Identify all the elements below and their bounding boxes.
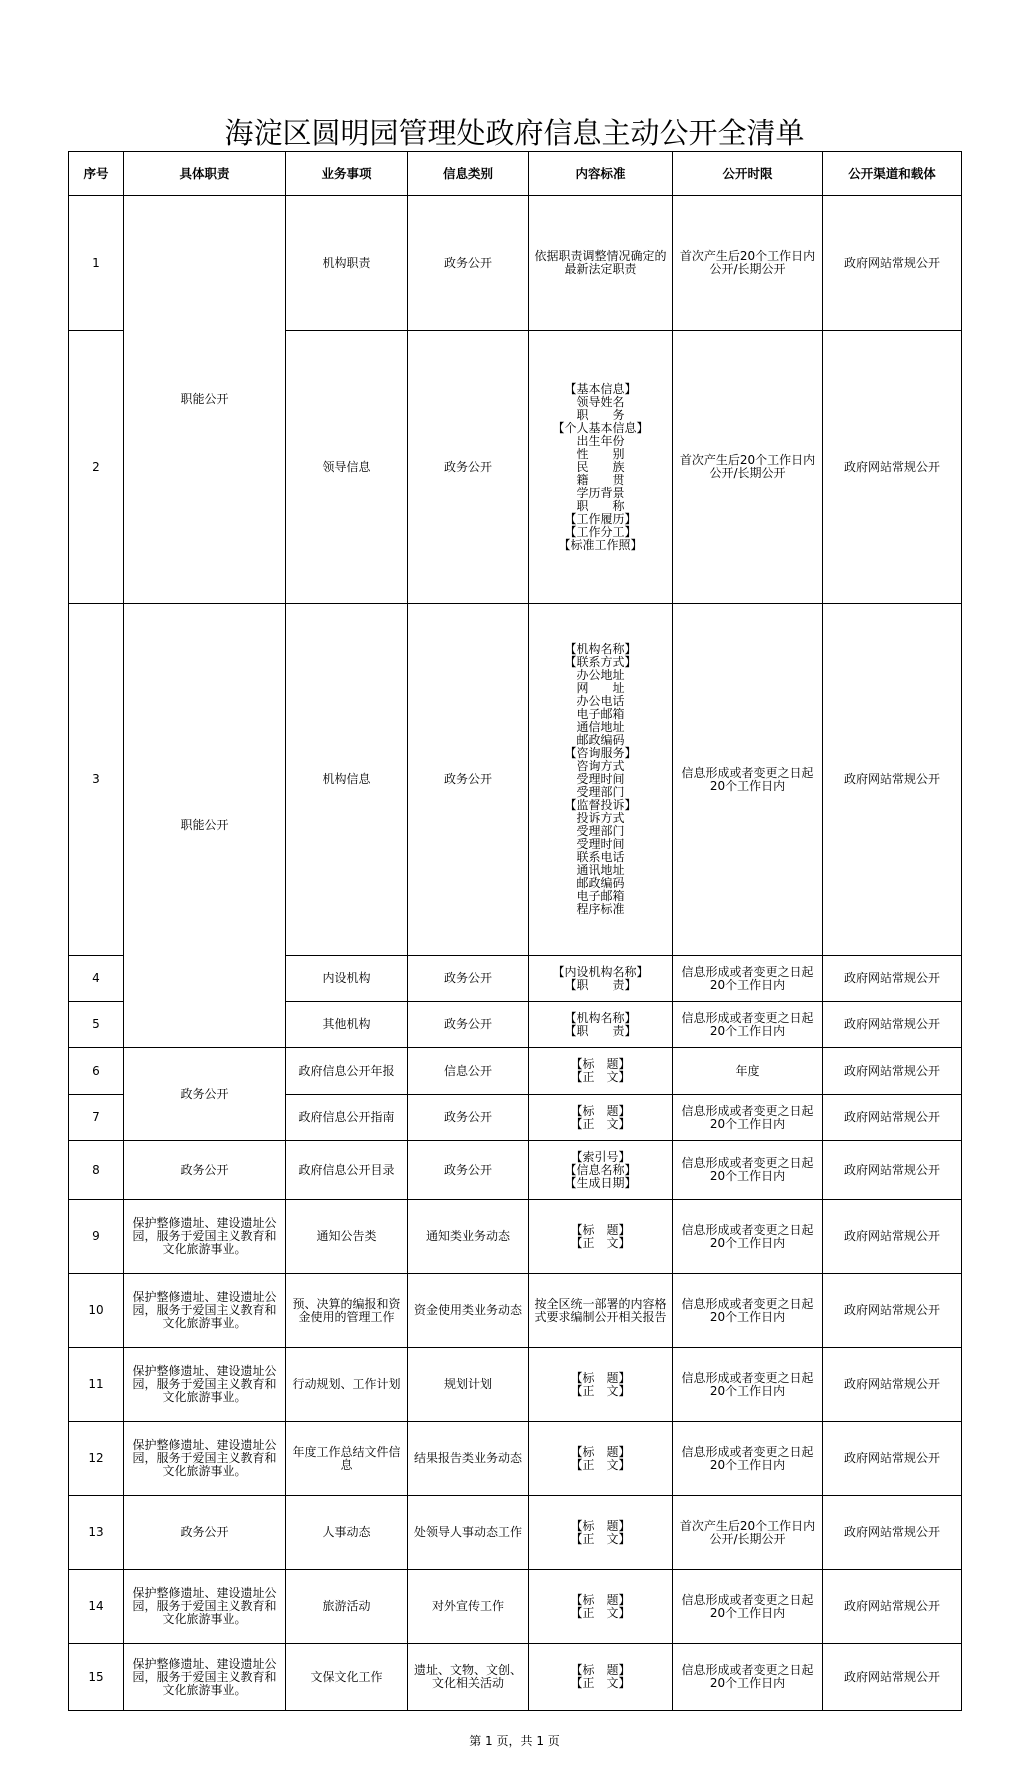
- category-cell: 政务公开: [408, 1141, 529, 1200]
- item-cell: 政府信息公开目录: [286, 1141, 408, 1200]
- standard-line: 【个人基本信息】: [552, 420, 649, 435]
- standard-cell: [529, 1274, 673, 1348]
- standard-line: 受理部门: [576, 785, 625, 799]
- standard-line: 【工作分工】: [564, 524, 637, 539]
- item-cell: 预、决算的编报和资金使用的管理工作: [286, 1274, 408, 1348]
- standard-line: 【监督投诉】: [564, 798, 637, 812]
- time-limit-cell: 年度: [673, 1048, 823, 1095]
- standard-line: 【标准工作照】: [558, 537, 643, 552]
- standard-line: 程序标准: [576, 902, 625, 916]
- standard-line: 【标 题】: [570, 1592, 631, 1607]
- standard-cell: [529, 604, 673, 956]
- row-no: 10: [69, 1274, 124, 1348]
- item-cell: 文保文化工作: [286, 1644, 408, 1711]
- category-cell: 政务公开: [408, 1095, 529, 1141]
- channel-cell: 政府网站常规公开: [823, 1095, 962, 1141]
- standard-line: 按全区统一部署的内容格式要求编制公开相关报告: [534, 1296, 667, 1324]
- table-row: [69, 196, 962, 331]
- standard-line: 【正 文】: [570, 1676, 631, 1690]
- standard-line: 【标 题】: [570, 1057, 631, 1071]
- standard-line: 【机构名称】: [564, 1010, 637, 1025]
- standard-line: 【信息名称】: [564, 1162, 637, 1177]
- header-row: [69, 152, 962, 196]
- header-category: 信息类别: [408, 152, 529, 196]
- channel-cell: 政府网站常规公开: [823, 1570, 962, 1644]
- time-limit-cell: 信息形成或者变更之日起20个工作日内: [673, 1095, 823, 1141]
- standard-cell: [529, 1048, 673, 1095]
- category-cell: 通知类业务动态: [408, 1200, 529, 1274]
- page-title: 海淀区圆明园管理处政府信息主动公开全清单: [224, 116, 805, 150]
- standard-line: 【正 文】: [570, 1457, 631, 1472]
- item-cell: 旅游活动: [286, 1570, 408, 1644]
- table-row: [69, 1348, 962, 1422]
- standard-line: 通信地址: [576, 720, 625, 734]
- time-limit-cell: 信息形成或者变更之日起20个工作日内: [673, 1200, 823, 1274]
- category-cell: 政务公开: [408, 604, 529, 956]
- row-no: 14: [69, 1570, 124, 1644]
- standard-cell: [529, 1348, 673, 1422]
- standard-line: 【咨询服务】: [564, 746, 637, 760]
- header-item: 业务事项: [286, 152, 408, 196]
- time-limit-cell: 信息形成或者变更之日起20个工作日内: [673, 1141, 823, 1200]
- channel-cell: 政府网站常规公开: [823, 196, 962, 331]
- standard-cell: [529, 1002, 673, 1048]
- item-cell: 人事动态: [286, 1496, 408, 1570]
- table-row: [69, 604, 962, 956]
- duty-cell: 保护整修遗址、建设遗址公园，服务于爱国主义教育和文化旅游事业。: [124, 1348, 286, 1422]
- time-limit-cell: 信息形成或者变更之日起20个工作日内: [673, 1570, 823, 1644]
- row-no: 1: [69, 196, 124, 331]
- item-cell: 领导信息: [286, 331, 408, 604]
- standard-line: 【标 题】: [570, 1103, 631, 1118]
- standard-cell: [529, 1570, 673, 1644]
- standard-line: 职 称: [576, 498, 625, 513]
- time-limit-cell: 首次产生后20个工作日内公开/长期公开: [673, 196, 823, 331]
- duty-cell: 政务公开: [124, 1496, 286, 1570]
- standard-line: 【基本信息】: [564, 381, 637, 396]
- standard-line: 投诉方式: [576, 811, 625, 825]
- item-cell: 政府信息公开指南: [286, 1095, 408, 1141]
- standard-line: 邮政编码: [576, 733, 625, 747]
- time-limit-cell: 信息形成或者变更之日起20个工作日内: [673, 956, 823, 1002]
- time-limit-cell: 首次产生后20个工作日内公开/长期公开: [673, 1496, 823, 1570]
- standard-line: 民 族: [576, 459, 625, 474]
- time-limit-cell: 首次产生后20个工作日内公开/长期公开: [673, 331, 823, 604]
- row-no: 4: [69, 956, 124, 1002]
- channel-cell: 政府网站常规公开: [823, 1496, 962, 1570]
- header-no: 序号: [69, 152, 124, 196]
- standard-line: 电子邮箱: [576, 707, 625, 721]
- standard-line: 受理时间: [576, 837, 625, 851]
- category-cell: 政务公开: [408, 956, 529, 1002]
- standard-line: 【正 文】: [570, 1605, 631, 1620]
- table-row: [69, 1496, 962, 1570]
- standard-cell: [529, 1496, 673, 1570]
- channel-cell: 政府网站常规公开: [823, 1002, 962, 1048]
- row-no: 6: [69, 1048, 124, 1095]
- duty-cell: 职能公开: [124, 196, 286, 604]
- standard-line: 邮政编码: [576, 876, 625, 890]
- channel-cell: 政府网站常规公开: [823, 956, 962, 1002]
- category-cell: 政务公开: [408, 331, 529, 604]
- duty-cell: 保护整修遗址、建设遗址公园，服务于爱国主义教育和文化旅游事业。: [124, 1274, 286, 1348]
- standard-line: 网 址: [576, 681, 625, 695]
- standard-line: 【联系方式】: [564, 655, 637, 669]
- header-standard: 内容标准: [529, 152, 673, 196]
- table-row: [69, 1644, 962, 1711]
- standard-cell: [529, 1200, 673, 1274]
- time-limit-cell: 信息形成或者变更之日起20个工作日内: [673, 1644, 823, 1711]
- standard-line: 【正 文】: [570, 1070, 631, 1084]
- category-cell: 处领导人事动态工作: [408, 1496, 529, 1570]
- standard-line: 【标 题】: [570, 1663, 631, 1677]
- item-cell: 其他机构: [286, 1002, 408, 1048]
- item-cell: 通知公告类: [286, 1200, 408, 1274]
- standard-line: 领导姓名: [576, 394, 625, 409]
- row-no: 11: [69, 1348, 124, 1422]
- standard-line: 受理时间: [576, 772, 625, 786]
- duty-cell: 保护整修遗址、建设遗址公园，服务于爱国主义教育和文化旅游事业。: [124, 1570, 286, 1644]
- time-limit-cell: 信息形成或者变更之日起20个工作日内: [673, 1274, 823, 1348]
- item-cell: 机构职责: [286, 196, 408, 331]
- standard-line: 【正 文】: [570, 1116, 631, 1131]
- page-footer: 第 1 页，共 1 页: [469, 1734, 560, 1748]
- row-no: 12: [69, 1422, 124, 1496]
- row-no: 15: [69, 1644, 124, 1711]
- item-cell: 行动规划、工作计划: [286, 1348, 408, 1422]
- time-limit-cell: 信息形成或者变更之日起20个工作日内: [673, 1002, 823, 1048]
- row-no: 7: [69, 1095, 124, 1141]
- duty-cell: 保护整修遗址、建设遗址公园，服务于爱国主义教育和文化旅游事业。: [124, 1422, 286, 1496]
- standard-cell: [529, 956, 673, 1002]
- row-no: 8: [69, 1141, 124, 1200]
- category-cell: 信息公开: [408, 1048, 529, 1095]
- row-no: 5: [69, 1002, 124, 1048]
- channel-cell: 政府网站常规公开: [823, 331, 962, 604]
- standard-line: 咨询方式: [576, 759, 625, 773]
- standard-line: 【正 文】: [570, 1235, 631, 1250]
- header-time-limit: 公开时限: [673, 152, 823, 196]
- table-row: [69, 1200, 962, 1274]
- item-cell: 机构信息: [286, 604, 408, 956]
- channel-cell: 政府网站常规公开: [823, 604, 962, 956]
- standard-line: 职 务: [576, 407, 625, 422]
- standard-line: 出生年份: [576, 433, 625, 448]
- table-row: [69, 1422, 962, 1496]
- category-cell: 政务公开: [408, 1002, 529, 1048]
- standard-line: 【机构名称】: [564, 642, 637, 656]
- disclosure-table: [68, 151, 962, 1711]
- standard-cell: [529, 331, 673, 604]
- time-limit-cell: 信息形成或者变更之日起20个工作日内: [673, 1422, 823, 1496]
- channel-cell: 政府网站常规公开: [823, 1348, 962, 1422]
- standard-cell: [529, 1644, 673, 1711]
- table-row: [69, 1274, 962, 1348]
- row-no: 3: [69, 604, 124, 956]
- standard-line: 【职 责】: [564, 977, 637, 992]
- row-no: 2: [69, 331, 124, 604]
- standard-line: 【索引号】: [570, 1149, 631, 1164]
- duty-cell: 政务公开: [124, 1141, 286, 1200]
- standard-line: 学历背景: [576, 485, 625, 500]
- standard-line: 性 别: [576, 446, 625, 461]
- time-limit-cell: 信息形成或者变更之日起20个工作日内: [673, 1348, 823, 1422]
- standard-cell: [529, 196, 673, 331]
- channel-cell: 政府网站常规公开: [823, 1141, 962, 1200]
- category-cell: 政务公开: [408, 196, 529, 331]
- channel-cell: 政府网站常规公开: [823, 1274, 962, 1348]
- channel-cell: 政府网站常规公开: [823, 1644, 962, 1711]
- standard-cell: [529, 1422, 673, 1496]
- time-limit-cell: 信息形成或者变更之日起20个工作日内: [673, 604, 823, 956]
- standard-line: 【内设机构名称】: [552, 964, 649, 979]
- standard-line: 依据职责调整情况确定的最新法定职责: [534, 249, 667, 276]
- item-cell: 年度工作总结文件信息: [286, 1422, 408, 1496]
- channel-cell: 政府网站常规公开: [823, 1200, 962, 1274]
- standard-line: 【标 题】: [570, 1370, 631, 1385]
- category-cell: 资金使用类业务动态: [408, 1274, 529, 1348]
- row-no: 13: [69, 1496, 124, 1570]
- standard-line: 【标 题】: [570, 1518, 631, 1533]
- standard-line: 联系电话: [576, 850, 625, 864]
- duty-cell: 政务公开: [124, 1048, 286, 1141]
- standard-line: 【标 题】: [570, 1444, 631, 1459]
- standard-line: 受理部门: [576, 824, 625, 838]
- item-cell: 政府信息公开年报: [286, 1048, 408, 1095]
- standard-line: 【正 文】: [570, 1383, 631, 1398]
- category-cell: 遗址、文物、文创、文化相关活动: [408, 1644, 529, 1711]
- standard-line: 【正 文】: [570, 1531, 631, 1546]
- category-cell: 规划计划: [408, 1348, 529, 1422]
- standard-line: 【工作履历】: [564, 511, 637, 526]
- duty-cell: 职能公开: [124, 604, 286, 1048]
- item-cell: 内设机构: [286, 956, 408, 1002]
- standard-line: 办公地址: [576, 668, 625, 682]
- table-row: [69, 1570, 962, 1644]
- standard-line: 【职 责】: [564, 1023, 637, 1038]
- standard-cell: [529, 1095, 673, 1141]
- standard-line: 电子邮箱: [576, 889, 625, 903]
- category-cell: 结果报告类业务动态: [408, 1422, 529, 1496]
- standard-line: 办公电话: [576, 694, 625, 708]
- standard-line: 通讯地址: [576, 863, 625, 877]
- category-cell: 对外宣传工作: [408, 1570, 529, 1644]
- standard-line: 籍 贯: [576, 472, 625, 487]
- table-row: [69, 1048, 962, 1095]
- table-row: [69, 1141, 962, 1200]
- header-duty: 具体职责: [124, 152, 286, 196]
- duty-cell: 保护整修遗址、建设遗址公园，服务于爱国主义教育和文化旅游事业。: [124, 1644, 286, 1711]
- channel-cell: 政府网站常规公开: [823, 1048, 962, 1095]
- standard-line: 【标 题】: [570, 1222, 631, 1237]
- header-channel: 公开渠道和载体: [823, 152, 962, 196]
- channel-cell: 政府网站常规公开: [823, 1422, 962, 1496]
- standard-line: 【生成日期】: [564, 1175, 637, 1190]
- row-no: 9: [69, 1200, 124, 1274]
- standard-cell: [529, 1141, 673, 1200]
- duty-cell: 保护整修遗址、建设遗址公园，服务于爱国主义教育和文化旅游事业。: [124, 1200, 286, 1274]
